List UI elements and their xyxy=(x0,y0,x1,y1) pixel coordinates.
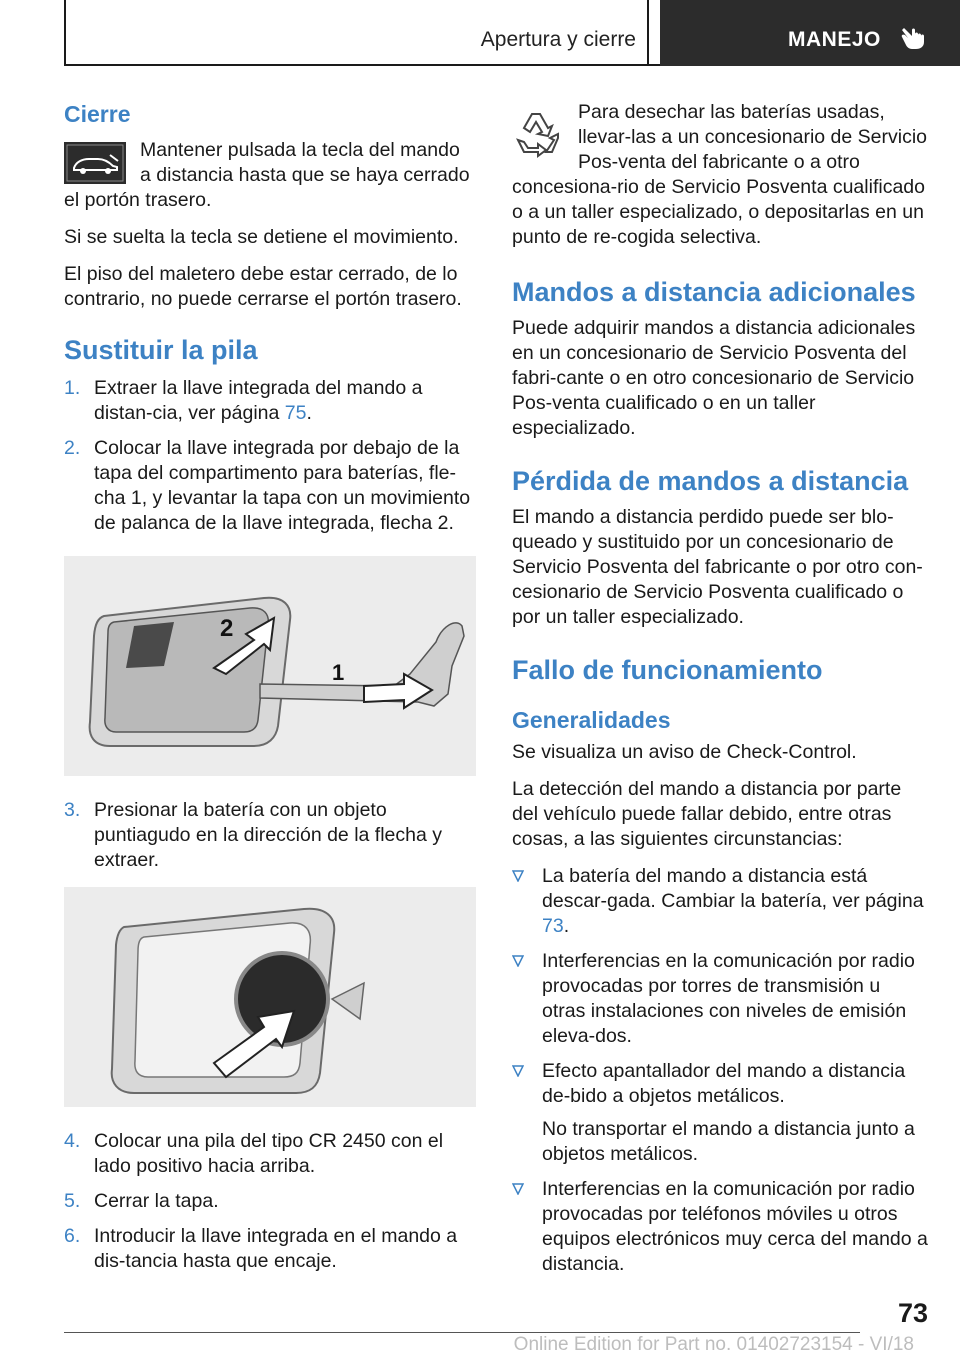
triangle-bullet-icon xyxy=(512,870,524,882)
step-6 xyxy=(64,1224,476,1274)
page-ref-link[interactable]: 75 xyxy=(284,402,307,424)
step-number: 2. xyxy=(64,437,81,459)
step-4 xyxy=(64,1129,476,1179)
step-number: 3. xyxy=(64,799,81,821)
bullet-text: Efecto apantallador del mando a distancia de-bido a objetos metálicos. xyxy=(542,1060,906,1107)
step-number: 1. xyxy=(64,377,81,399)
fallo-funcionamiento-heading: Fallo de funcionamiento xyxy=(512,655,823,685)
step-text: Presionar la batería con un objeto puntiagudo en la dirección de la flecha y extraer. xyxy=(94,799,442,871)
step-5 xyxy=(64,1189,476,1214)
cierre-paragraph-3: El piso del maletero debe estar cerrado, de lo contrario, no puede cerrarse el portón trasero. xyxy=(64,263,462,310)
cierre-heading: Cierre xyxy=(64,101,131,127)
page-ref-link[interactable]: 73 xyxy=(542,915,564,937)
step-text: Colocar una pila del tipo CR 2450 con el lado positivo hacia arriba. xyxy=(94,1130,444,1177)
header-chapter-label: MANEJO xyxy=(788,28,881,51)
triangle-bullet-icon xyxy=(512,955,524,967)
step-text: Extraer la llave integrada del mando a distan-cia, ver página xyxy=(94,377,423,424)
bullet-subparagraph: No transportar el mando a distancia junto a objetos metálicos. xyxy=(542,1118,915,1165)
mandos-adicionales-heading: Mandos a distancia adicionales xyxy=(512,277,916,307)
circumstances-list xyxy=(512,864,928,1277)
triangle-bullet-icon xyxy=(512,1183,524,1195)
generalidades-paragraph-2: La detección del mando a distancia por parte del vehículo puede fallar debido, entre otras cosas, a las siguientes circunstancias: xyxy=(512,778,902,850)
left-column xyxy=(64,100,476,1284)
step-text: Cerrar la tapa. xyxy=(94,1190,219,1212)
header-chapter-tab xyxy=(660,0,960,66)
bullet-item xyxy=(512,949,928,1049)
arrow-1-label: 1 xyxy=(332,660,345,685)
footer-edition-text: Online Edition for Part no. 01402723154 - VI/18 xyxy=(513,1334,914,1355)
step-number: 6. xyxy=(64,1225,81,1247)
cierre-paragraph-2: Si se suelta la tecla se detiene el movimiento. xyxy=(64,226,459,248)
arrow-2-label: 2 xyxy=(220,615,234,642)
step-text: Introducir la llave integrada en el mando a dis-tancia hasta que encaje. xyxy=(94,1225,458,1272)
step-number: 4. xyxy=(64,1130,81,1152)
step-1 xyxy=(64,376,476,426)
hand-pointer-icon xyxy=(900,22,930,50)
battery-removal-illustration xyxy=(64,887,476,1107)
step-number: 5. xyxy=(64,1190,81,1212)
trunk-key-icon xyxy=(64,142,126,184)
bullet-text: Interferencias en la comunicación por radio provocadas por teléfonos móviles u otros equipos electrónicos muy cerca del mando a distancia. xyxy=(542,1178,928,1275)
footer-rule xyxy=(64,1332,860,1333)
key-removal-illustration xyxy=(64,556,476,776)
perdida-mandos-paragraph: El mando a distancia perdido puede ser blo-queado y sustituido por un concesionario de Servicio Posventa del fabricante o por otro con-cesionario de Servicio Posventa cualificado o por un taller especializado. xyxy=(512,506,923,628)
mandos-adicionales-paragraph: Puede adquirir mandos a distancia adicionales en un concesionario de Servicio Posventa del fabri-cante o en otro concesionario de Servicio Pos-venta cualificado o en un taller especializado. xyxy=(512,317,916,439)
page-number: 73 xyxy=(897,1298,928,1328)
bullet-text: La batería del mando a distancia está descar-gada. Cambiar la batería, ver página xyxy=(542,865,924,912)
step-text-suffix: . xyxy=(306,402,312,424)
triangle-bullet-icon xyxy=(512,1065,524,1077)
perdida-mandos-heading: Pérdida de mandos a distancia xyxy=(512,466,909,496)
battery-steps-list-c xyxy=(64,1129,476,1274)
battery-press-figure xyxy=(64,887,476,1107)
header-divider xyxy=(647,0,649,66)
step-3 xyxy=(64,798,476,873)
bullet-text-suffix: . xyxy=(563,915,570,937)
bullet-item xyxy=(512,1059,928,1167)
battery-steps-list-a xyxy=(64,376,476,536)
generalidades-paragraph-1: Se visualiza un aviso de Check-Control. xyxy=(512,741,857,763)
bullet-text: Interferencias en la comunicación por radio provocadas por torres de transmisión u otras instalaciones con niveles de emisión eleva-dos. xyxy=(542,950,915,1047)
battery-steps-list-b xyxy=(64,798,476,873)
step-text: Colocar la llave integrada por debajo de la tapa del compartimento para baterías, fle-cha 1, y levantar la tapa con un movimiento de palanca de la llave integrada, flecha 2. xyxy=(94,437,471,534)
bullet-item xyxy=(512,864,928,939)
cierre-icon-paragraph xyxy=(64,138,476,213)
generalidades-heading: Generalidades xyxy=(512,707,671,733)
step-2 xyxy=(64,436,476,536)
sustituir-pila-heading: Sustituir la pila xyxy=(64,335,258,365)
right-column xyxy=(512,100,928,1287)
recycle-icon xyxy=(512,108,564,162)
recycle-paragraph: Para desechar las baterías usadas, llevar-las a un concesionario de Servicio Pos-venta del fabricante o a otro concesiona-rio de Servicio Posventa cualificado o a un taller especializado, o depositarlas en un punto de re-cogida selectiva. xyxy=(512,101,928,248)
bullet-item xyxy=(512,1177,928,1277)
header-left-rule xyxy=(64,0,66,66)
header-section-title: Apertura y cierre xyxy=(480,28,636,51)
recycle-note xyxy=(512,100,928,250)
key-integrated-figure xyxy=(64,556,476,776)
cierre-paragraph-1: Mantener pulsada la tecla del mando a distancia hasta que se haya cerrado el portón trasero. xyxy=(64,139,470,211)
